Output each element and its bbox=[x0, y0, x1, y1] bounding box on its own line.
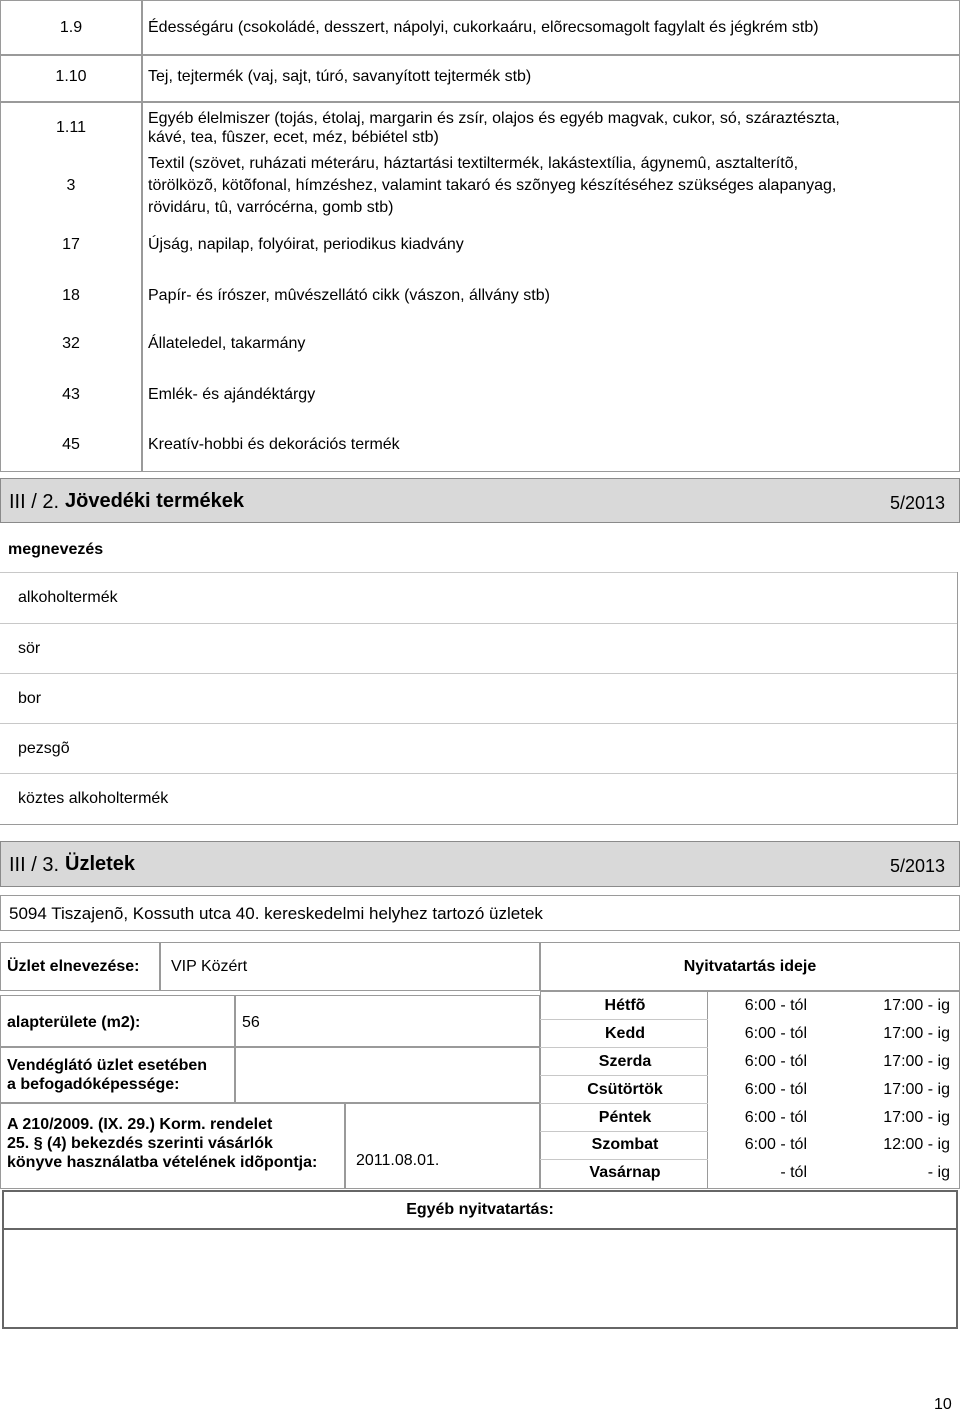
category-name: törölközõ, kötõfonal, hímzéshez, valamint takaró és szõnyeg készítéséhez szükséges alapanyag, bbox=[148, 177, 837, 194]
area-value-cell bbox=[235, 995, 540, 1047]
list-item: pezsgõ bbox=[18, 740, 70, 757]
category-name: kávé, tea, fûszer, ecet, méz, bébiétel stb) bbox=[148, 129, 439, 146]
address-row bbox=[0, 895, 960, 931]
divider bbox=[0, 673, 957, 674]
page-number: 10 bbox=[934, 1396, 952, 1413]
category-code: 43 bbox=[62, 386, 80, 403]
day-label: Vasárnap bbox=[589, 1164, 661, 1181]
section-prefix: III / 3. bbox=[9, 854, 60, 876]
opening-hours-label: Nyitvatartás ideje bbox=[683, 958, 817, 975]
section-header-excise bbox=[0, 478, 960, 523]
area-label: alapterülete (m2): bbox=[7, 1014, 141, 1031]
hours-to: 17:00 - ig bbox=[883, 1109, 950, 1126]
day-label: Péntek bbox=[598, 1109, 652, 1126]
category-code: 1.11 bbox=[56, 119, 86, 136]
category-code: 45 bbox=[62, 436, 80, 453]
divider bbox=[540, 1047, 708, 1048]
category-code: 18 bbox=[62, 287, 80, 304]
other-hours-label: Egyéb nyitvatartás: bbox=[406, 1201, 554, 1218]
section-ref: 5/2013 bbox=[889, 493, 945, 513]
category-name: Édességáru (csokoládé, desszert, nápolyi, cukorkaáru, elõrecsomagolt fagylalt és jégkrém stb) bbox=[148, 19, 819, 36]
category-name: Állateledel, takarmány bbox=[148, 335, 306, 352]
category-name: Emlék- és ajándéktárgy bbox=[148, 386, 316, 403]
category-name: Kreatív-hobbi és dekorációs termék bbox=[148, 436, 400, 453]
capacity-label: Vendéglátó üzlet esetében bbox=[7, 1057, 208, 1074]
hours-from: - tól bbox=[780, 1164, 807, 1181]
hours-to: 17:00 - ig bbox=[883, 1053, 950, 1070]
category-name: Papír- és írószer, mûvészellátó cikk (vászon, állvány stb) bbox=[148, 287, 550, 304]
category-name: Tej, tejtermék (vaj, sajt, túró, savanyított tejtermék stb) bbox=[148, 68, 532, 85]
day-label: Hétfõ bbox=[604, 997, 646, 1014]
divider bbox=[0, 723, 957, 724]
decree-label-cell bbox=[0, 1103, 345, 1189]
opening-hours-header bbox=[540, 942, 960, 991]
divider bbox=[540, 1159, 708, 1160]
day-label: Kedd bbox=[605, 1025, 645, 1042]
shop-name-label-cell bbox=[0, 942, 160, 991]
decree-label: A 210/2009. (IX. 29.) Korm. rendelet bbox=[7, 1116, 273, 1133]
day-label: Szerda bbox=[598, 1053, 652, 1070]
divider bbox=[0, 623, 957, 624]
divider bbox=[0, 572, 957, 573]
list-item: köztes alkoholtermék bbox=[18, 790, 169, 807]
hours-from: 6:00 - tól bbox=[744, 1109, 807, 1126]
divider bbox=[540, 1103, 708, 1104]
hours-from: 6:00 - tól bbox=[744, 1053, 807, 1070]
category-name: Egyéb élelmiszer (tojás, étolaj, margarin és zsír, olajos és egyéb magvak, cukor, só, száraztészta, bbox=[148, 110, 840, 127]
hours-to: 12:00 - ig bbox=[883, 1136, 950, 1153]
decree-date-cell bbox=[345, 1103, 540, 1189]
capacity-label-cell bbox=[0, 1047, 235, 1103]
divider bbox=[540, 1131, 708, 1132]
hours-to: 17:00 - ig bbox=[883, 997, 950, 1014]
hours-to: - ig bbox=[927, 1164, 950, 1181]
address-line: 5094 Tiszajenõ, Kossuth utca 40. kereskedelmi helyhez tartozó üzletek bbox=[9, 904, 543, 923]
day-label: Szombat bbox=[591, 1136, 659, 1153]
section-prefix: III / 2. bbox=[9, 491, 60, 513]
category-code: 32 bbox=[62, 335, 80, 352]
hours-to: 17:00 - ig bbox=[883, 1025, 950, 1042]
decree-label: 25. § (4) bekezdés szerinti vásárlók bbox=[7, 1135, 273, 1152]
day-label: Csütörtök bbox=[587, 1081, 663, 1098]
decree-label: könyve használatba vételének idõpontja: bbox=[7, 1154, 318, 1171]
hours-from: 6:00 - tól bbox=[744, 1136, 807, 1153]
category-code: 3 bbox=[66, 177, 76, 194]
divider bbox=[540, 1075, 708, 1076]
other-hours-box bbox=[2, 1230, 958, 1329]
hours-from: 6:00 - tól bbox=[744, 1081, 807, 1098]
shop-name-value-cell bbox=[160, 942, 540, 991]
shop-name-value: VIP Közért bbox=[171, 958, 248, 975]
capacity-label: a befogadóképessége: bbox=[7, 1076, 180, 1093]
hours-to: 17:00 - ig bbox=[883, 1081, 950, 1098]
area-label-cell bbox=[0, 995, 235, 1047]
hours-from: 6:00 - tól bbox=[744, 1025, 807, 1042]
shop-name-label: Üzlet elnevezése: bbox=[7, 958, 140, 975]
category-code: 1.9 bbox=[59, 19, 83, 36]
category-code: 17 bbox=[62, 236, 80, 253]
divider bbox=[540, 1019, 708, 1020]
decree-date: 2011.08.01. bbox=[356, 1152, 440, 1169]
other-hours-header bbox=[2, 1190, 958, 1230]
column-header: megnevezés bbox=[8, 541, 104, 558]
section-ref: 5/2013 bbox=[889, 856, 945, 876]
section-title: Üzletek bbox=[65, 853, 136, 875]
capacity-value-cell bbox=[235, 1047, 540, 1103]
hours-from: 6:00 - tól bbox=[744, 997, 807, 1014]
category-name: Textil (szövet, ruházati méteráru, háztartási textiltermék, lakástextília, ágynemû, asztalterítõ, bbox=[148, 155, 799, 172]
list-item: bor bbox=[18, 690, 42, 707]
excise-list bbox=[0, 572, 958, 825]
section-header-shops bbox=[0, 841, 960, 887]
category-name: Újság, napilap, folyóirat, periodikus kiadvány bbox=[148, 236, 464, 253]
divider bbox=[0, 773, 957, 774]
section-title: Jövedéki termékek bbox=[65, 490, 245, 512]
list-item: sör bbox=[18, 640, 41, 657]
list-item: alkoholtermék bbox=[18, 589, 118, 606]
area-value: 56 bbox=[242, 1014, 260, 1031]
category-name: rövidáru, tû, varrócérna, gomb stb) bbox=[148, 199, 394, 216]
category-code: 1.10 bbox=[55, 68, 87, 85]
